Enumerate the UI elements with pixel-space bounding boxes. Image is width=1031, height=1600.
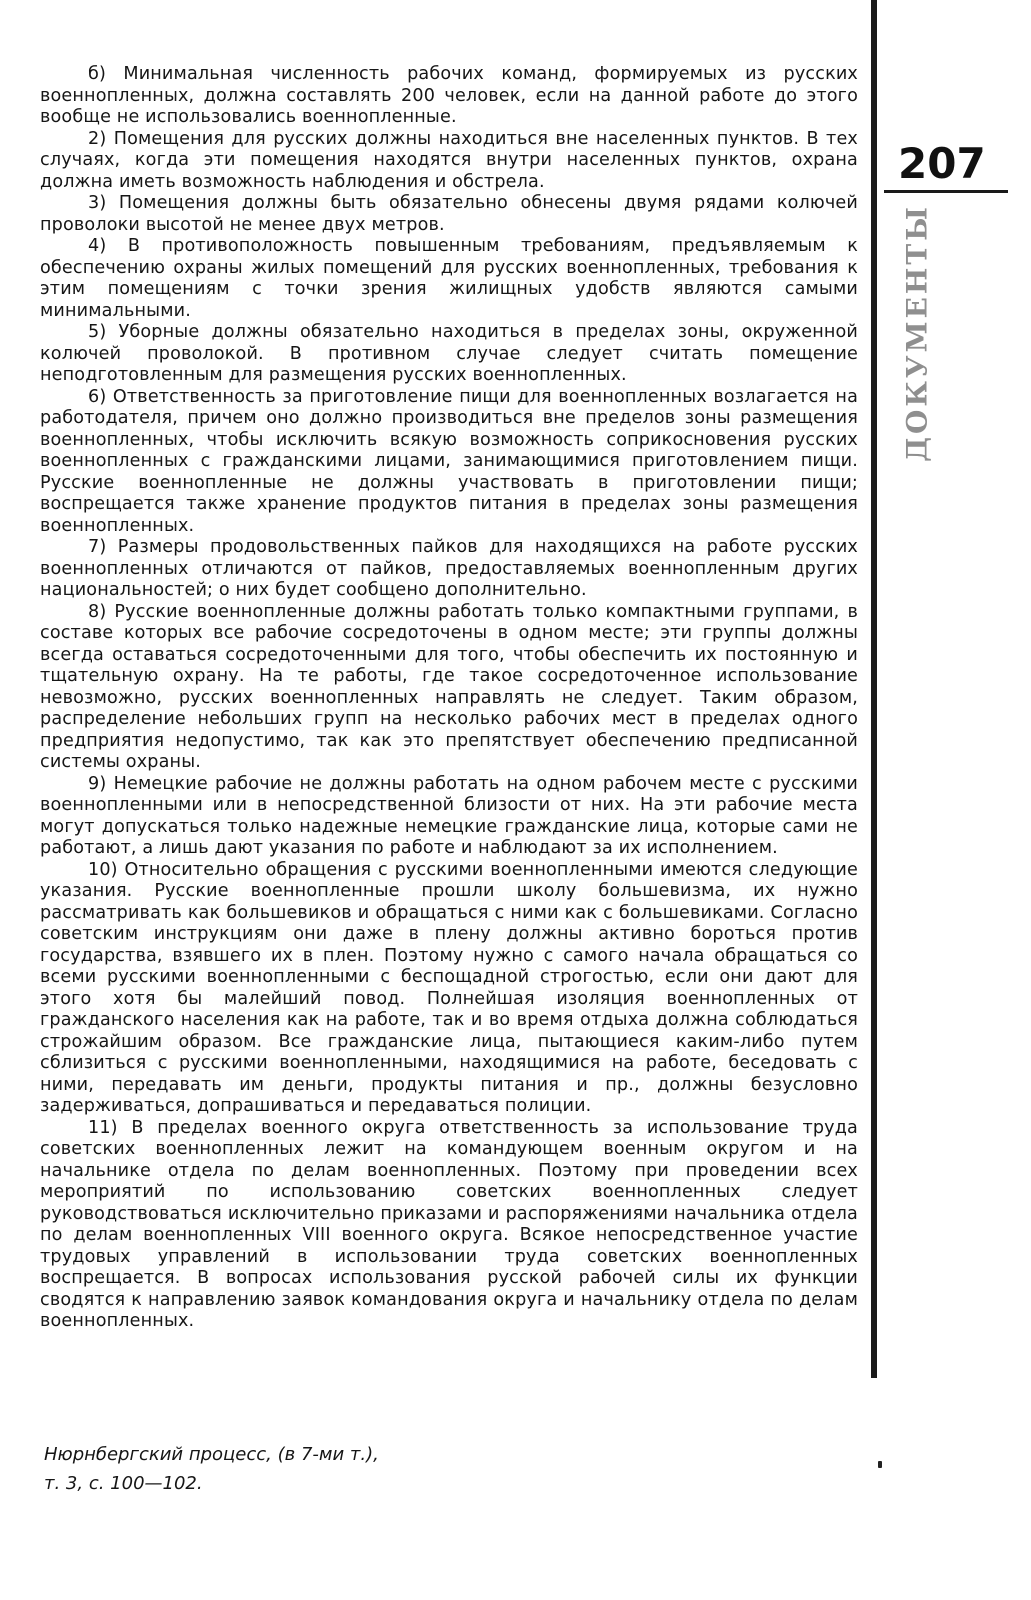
paragraph-3-barbed-wire: 3) Помещения должны быть обязательно обнесены двумя рядами колючей проволоки высотой не менее двух метров. bbox=[40, 193, 858, 235]
paragraph-7-rations: 7) Размеры продовольственных пайков для находящихся на работе русских военнопленных отличаются от пайков, предоставляемых военнопленным других национальностей; о них будет сообщено дополнительно. bbox=[40, 537, 858, 600]
paragraph-6-food-preparation: 6) Ответственность за приготовление пищи для военнопленных возлагается на работодателя, причем оно должно производиться вне пределов зоны размещения военнопленных, чтобы исключить всякую возможность соприкосновения русских военнопленных с гражданскими лицами, занимающимися приготовлением пищи. Русские военнопленные не должны участвовать в приготовлении пищи; воспрещается также хранение продуктов питания в пределах зоны размещения военнопленных. bbox=[40, 386, 858, 536]
section-side-label-text: ДОКУМЕНТЫ bbox=[900, 204, 934, 462]
paragraph-11-responsibility: 11) В пределах военного округа ответственность за использование труда советских военнопленных лежит на командующем военным округом и на начальнике отдела по делам военнопленных. Поэтому при проведении всех мероприятий по использованию советских военнопленных следует руководствоваться исключительно приказами и распоряжениями начальника отдела по делам военнопленных VIII военного округа. Всякое непосредственное участие трудовых управлений в использовании труда советских военнопленных воспрещается. В вопросах использования русской рабочей силы их функции сводятся к направлению заявок командования округа и начальнику отдела по делам военнопленных. bbox=[40, 1117, 858, 1331]
paragraph-5-latrines: 5) Уборные должны обязательно находиться в пределах зоны, окруженной колючей проволокой. В противном случае следует считать помещение неподготовленным для размещения русских военнопленных. bbox=[40, 322, 858, 385]
paragraph-10-treatment: 10) Относительно обращения с русскими военнопленными имеются следующие указания. Русские военнопленные прошли школу большевизма, их нужно рассматривать как большевиков и обращаться с ними как с большевиками. Согласно советским инструкциям они даже в плену должны активно бороться против государства, взявшего их в плен. Поэтому нужно с самого начала обращаться со всеми русскими военнопленными с беспощадной строгостью, если они дают для этого хотя бы малейший повод. Полнейшая изоляция военнопленных от гражданского населения как на работе, так и во время отдыха должна соблюдаться строжайшим образом. Все гражданские лица, пытающиеся каким-либо путем сблизиться с русскими военнопленными, находящимися на работе, беседовать с ними, передавать им деньги, продукты питания и пр., должны безусловно задерживаться, допрашиваться и передаваться полиции. bbox=[40, 859, 858, 1116]
source-line-1: Нюрнбергский процесс, (в 7-ми т.), bbox=[44, 1444, 379, 1465]
print-speck bbox=[878, 1461, 882, 1468]
paragraph-2-premises-location: 2) Помещения для русских должны находиться вне населенных пунктов. В тех случаях, когда эти помещения находятся внутри населенных пунктов, охрана должна иметь возможность наблюдения и обстрела. bbox=[40, 128, 858, 192]
paragraph-8-compact-groups: 8) Русские военнопленные должны работать только компактными группами, в составе которых все рабочие сосредоточены в одном месте; эти группы должны всегда оставаться сосредоточенными для того, чтобы обеспечить их постоянную и тщательную охрану. На те работы, где такое сосредоточенное использование невозможно, русских военнопленных направлять не следует. Таким образом, распределение небольших групп на несколько рабочих мест в пределах одного предприятия недопустимо, так как это препятствует обеспечению предписанной системы охраны. bbox=[40, 601, 858, 772]
page-number: 207 bbox=[898, 139, 986, 188]
source-line-2: т. 3, с. 100—102. bbox=[44, 1473, 203, 1494]
page-number-rule bbox=[884, 190, 1008, 193]
source-citation bbox=[44, 1440, 379, 1498]
vertical-rule bbox=[871, 0, 877, 1378]
paragraph-6-min-team-size: б) Минимальная численность рабочих команд, формируемых из русских военнопленных, должна составлять 200 человек, если на данной работе до этого вообще не использовались военнопленные. bbox=[40, 64, 858, 127]
document-body bbox=[40, 64, 858, 1333]
paragraph-9-german-workers: 9) Немецкие рабочие не должны работать на одном рабочем месте с русскими военнопленными или в непосредственной близости от них. На эти рабочие места могут допускаться только надежные немецкие гражданские лица, которые сами не работают, а лишь дают указания по работе и наблюдают за их исполнением. bbox=[40, 773, 858, 858]
paragraph-4-housing-requirements: 4) В противоположность повышенным требованиям, предъявляемым к обеспечению охраны жилых помещений для русских военнопленных, требования к этим помещениям с точки зрения жилищных удобств являются самыми минимальными. bbox=[40, 236, 858, 321]
